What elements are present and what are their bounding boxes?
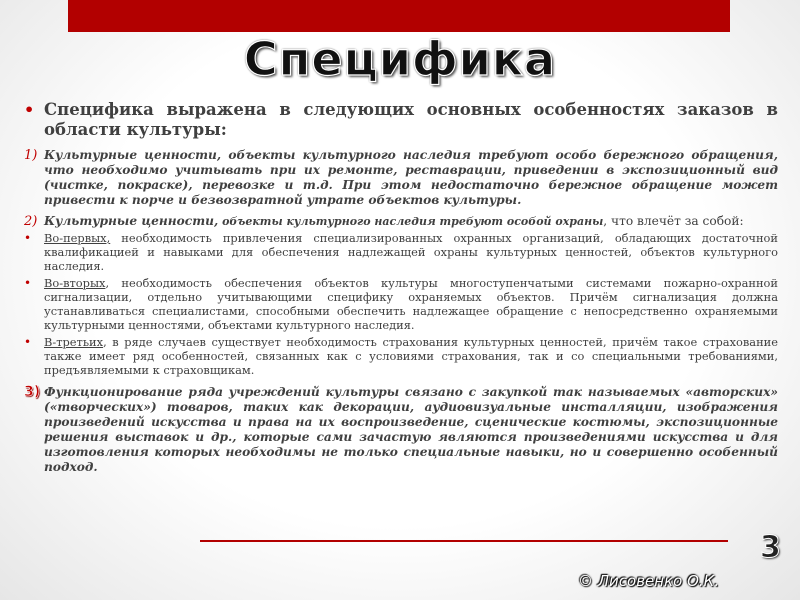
- list-item-3: [24, 385, 778, 475]
- sub-item-1-text: [44, 231, 778, 273]
- sub-item-1-body: необходимость привлечения специализированных охранных организаций, обладающих достаточной квалификацией и навыками для обеспечения надлежащей охраны культурных ценностей, объектов культурного наследия.: [44, 231, 778, 273]
- item-1-marker: 1): [24, 148, 38, 163]
- slide-content: [24, 100, 778, 481]
- sub-item-2-body: , необходимость обеспечения объектов культуры многоступенчатыми системами пожарно-охранной сигнализации, отдельно учитывающими специфику охраняемых объектов. Причём сигнализация должна устанавливаться специалистами, способными обеспечить надлежащее обращение с непосредственно охраняемыми культурными ценностями, объектами культурного наследия.: [44, 276, 778, 332]
- bullet-icon: •: [24, 100, 35, 119]
- list-item-2: [24, 214, 778, 229]
- item-3-text: Функционирование ряда учреждений культуры связано с закупкой так называемых «авторских» («творческих») товаров, таких как декорации, аудиовизуальные инсталляции, изображения произведений искусства и права на их воспроизведение, сценические костюмы, экспозиционные решения выставок и др., которые сами зачастую являются произведениями искусства и для изготовления которых необходимы не только специальные навыки, но и совершенно особенный подход.: [44, 385, 778, 474]
- sub-item-3-lead: В-третьих: [44, 335, 104, 349]
- sub-item-3-text: [44, 335, 778, 377]
- sub-item-3: [24, 335, 778, 377]
- sub-item-1: [24, 231, 778, 273]
- item-2-tail: , что влечёт за собой:: [603, 214, 744, 228]
- item-2-text: [44, 214, 778, 229]
- item-1-text: Культурные ценности, объекты культурного наследия требуют особо бережного обращения, что необходимо учитывать при их ремонте, реставрации, приведении в экспозиционный вид (чистке, покраске), перевозке и т.д. При этом недостаточно бережное обращение может привести к порче и безвозвратной утрате объектов культуры.: [44, 148, 778, 207]
- author-credit: © Лисовенко О.К.: [578, 572, 720, 590]
- bottom-divider: [200, 540, 728, 542]
- item-2-lead-b: объекты культурного наследия требуют особой охраны: [222, 215, 604, 228]
- sub-item-2-lead: Во-вторых: [44, 276, 106, 290]
- intro-text: Специфика выражена в следующих основных особенностях заказов в области культуры:: [44, 100, 778, 139]
- sub-item-2-text: [44, 276, 778, 332]
- item-2-lead-a: Культурные ценности,: [44, 214, 219, 228]
- sub-item-3-body: , в ряде случаев существует необходимость страхования культурных ценностей, причём такое страхование также имеет ряд особенностей, связанных как с условиями страхования, так и со специальными требованиями, предъявляемыми к страховщикам.: [44, 335, 778, 377]
- top-accent-bar: [68, 0, 730, 32]
- sub-item-2: [24, 276, 778, 332]
- bullet-icon: •: [24, 231, 32, 245]
- bullet-icon: •: [24, 276, 32, 290]
- item-2-marker: 2): [24, 214, 38, 229]
- bullet-icon: •: [24, 335, 32, 349]
- list-item-1: [24, 148, 778, 208]
- intro-paragraph: [24, 100, 778, 140]
- sub-item-1-lead: Во-первых,: [44, 231, 111, 245]
- page-number: 3: [760, 530, 781, 565]
- item-3-marker: 3): [24, 384, 41, 400]
- slide-title: Специфика: [243, 32, 557, 86]
